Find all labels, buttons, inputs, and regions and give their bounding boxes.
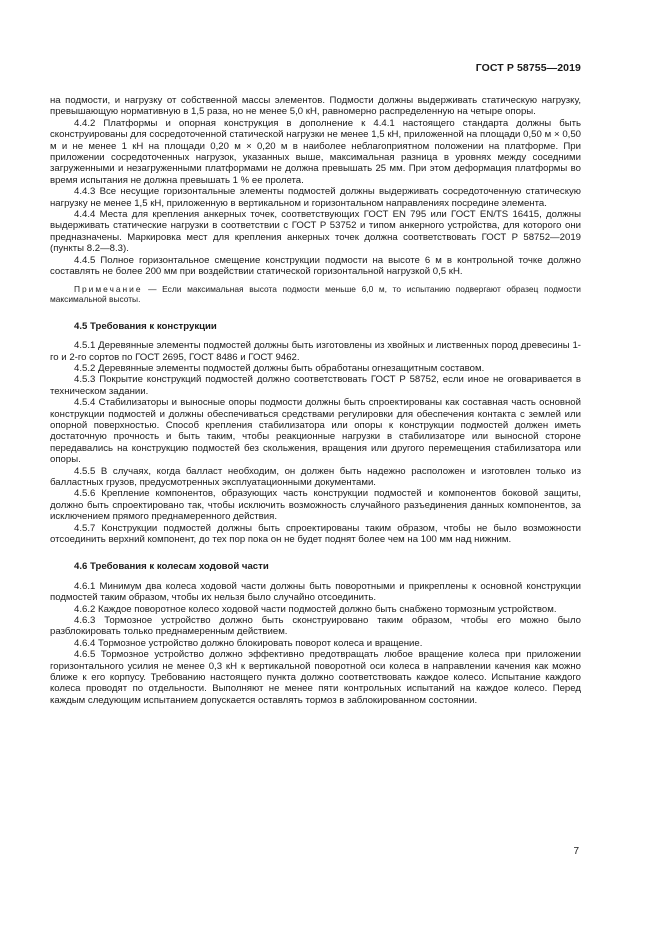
clause-4-5-6: 4.5.6 Крепление компонентов, образующих часть конструкции подмостей и компонентов боковой защиты, должно быть спроектировано так, чтобы исключить возможность случайного разъединения данных компонентов, за исключением прямого преднамеренного действия. — [50, 488, 581, 523]
clause-4-5-3: 4.5.3 Покрытие конструкций подмостей должно соответствовать ГОСТ Р 58752, если иное не оговаривается в техническом задании. — [50, 374, 581, 397]
clause-4-6-5: 4.6.5 Тормозное устройство должно эффективно предотвращать любое вращение колеса при приложении горизонтального усилия не менее 0,3 кН к вертикальной поворотной оси колеса в направлении качения как можно ближе к его корпусу. Требованию настоящего пункта должно соответствовать каждое колесо. Испытание каждого колеса проводят по отдельности. Выполняют не менее пяти контрольных испытаний на каждое колесо. Перед каждым следующим испытанием допускается оставлять тормоз в заблокированном состоянии. — [50, 649, 581, 706]
note — [50, 284, 581, 305]
clause-4-5-7: 4.5.7 Конструкции подмостей должны быть спроектированы таким образом, чтобы не было возможности отсоединить верхний компонент, до тех пор пока он не будет поднят более чем на 100 мм над нижним. — [50, 522, 581, 545]
clause-4-5-1: 4.5.1 Деревянные элементы подмостей должны быть изготовлены из хвойных и лиственных пород древесины 1-го и 2-го сортов по ГОСТ 2695, ГОСТ 8486 и ГОСТ 9462. — [50, 340, 581, 363]
clause-4-5-5: 4.5.5 В случаях, когда балласт необходим, он должен быть надежно расположен и изготовлен только из балластных грузов, предусмотренных эксплуатационными документами. — [50, 465, 581, 488]
section-heading-4-6: 4.6 Требования к колесам ходовой части — [74, 561, 269, 573]
page-number: 7 — [573, 846, 579, 857]
clause-4-5-4: 4.5.4 Стабилизаторы и выносные опоры подмости должны быть спроектированы как составная часть основной конструкции подмостей и должны обеспечиваться средствами регулировки для обеспечения контакта с землей или опорной поверхностью. Способ крепления стабилизатора или опоры к конструкции подмостей должен иметь достаточную прочность и быть таким, чтобы реакционные нагрузки в стабилизаторе или выносной стороне передавались на конструкцию подмостей без скольжения, вращения или другого перемещения стабилизатора или опоры. — [50, 397, 581, 466]
page-body — [50, 95, 581, 706]
clause-4-6-1: 4.6.1 Минимум два колеса ходовой части должны быть поворотными и прикреплены к основной конструкции подмостей таким образом, чтобы их нельзя было случайно отсоединить. — [50, 580, 581, 604]
note-label: Примечание — [74, 283, 143, 294]
clause-4-6-2: 4.6.2 Каждое поворотное колесо ходовой части подмостей должно быть снабжено тормозным устройством. — [74, 603, 557, 615]
clause-4-5-2: 4.5.2 Деревянные элементы подмостей должны быть обработаны огнезащитным составом. — [74, 362, 485, 374]
clause-4-6-4: 4.6.4 Тормозное устройство должно блокировать поворот колеса и вращение. — [74, 637, 423, 649]
section-heading-4-5: 4.5 Требования к конструкции — [74, 320, 217, 332]
clause-4-4-5: 4.4.5 Полное горизонтальное смещение конструкции подмости на высоте 6 м в контрольной точке должно составлять не более 200 мм при воздействии статической горизонтальной нагрузкой 0,5 кН. — [50, 254, 581, 278]
paragraph: на подмости, и нагрузку от собственной массы элементов. Подмости должны выдерживать статическую нагрузку, превышающую нормативную в 1,5 раза, но не менее 5,0 кН, равномерно распределенную на четыре опоры. — [50, 95, 581, 118]
note-text: — Если максимальная высота подмости меньше 6,0 м, то испытанию подвергают образец подмости максимальной высоты. — [50, 283, 581, 305]
clause-4-4-2: 4.4.2 Платформы и опорная конструкция в дополнение к 4.4.1 настоящего стандарта должны быть сконструированы для сосредоточенной статической нагрузки не менее 1,5 кН, приложенной на площади 0,50 м × 0,50 м и не менее 1 кН на площади 0,20 м × 0,20 м в наиболее неблагоприятном положении на платформе. При приложении сосредоточенных нагрузок, указанных выше, максимальная разница в уровнях между соседними загруженными и незагруженными платформами не должна превышать 25 мм. При этом деформация платформы во время испытания не должна превышать 1 % ее пролета. — [50, 117, 581, 186]
document-code-header: ГОСТ Р 58755—2019 — [475, 62, 581, 74]
clause-4-4-3: 4.4.3 Все несущие горизонтальные элементы подмостей должны выдерживать сосредоточенную статическую нагрузку не менее 1,5 кН, приложенную в вертикальном и горизонтальном направлениях посредине элемента. — [50, 186, 581, 209]
clause-4-6-3: 4.6.3 Тормозное устройство должно быть сконструировано таким образом, чтобы его можно было разблокировать только преднамеренным действием. — [50, 615, 581, 638]
clause-4-4-4: 4.4.4 Места для крепления анкерных точек, соответствующих ГОСТ EN 795 или ГОСТ EN/TS 16415, должны выдерживать статические нагрузки в соответствии с ГОСТ Р 53752 и типом анкерного устройства, для которого они предназначены. Маркировка мест для крепления анкерных точек должна соответствовать ГОСТ Р 58752—2019 (пункты 8.2—8.3). — [50, 209, 581, 255]
